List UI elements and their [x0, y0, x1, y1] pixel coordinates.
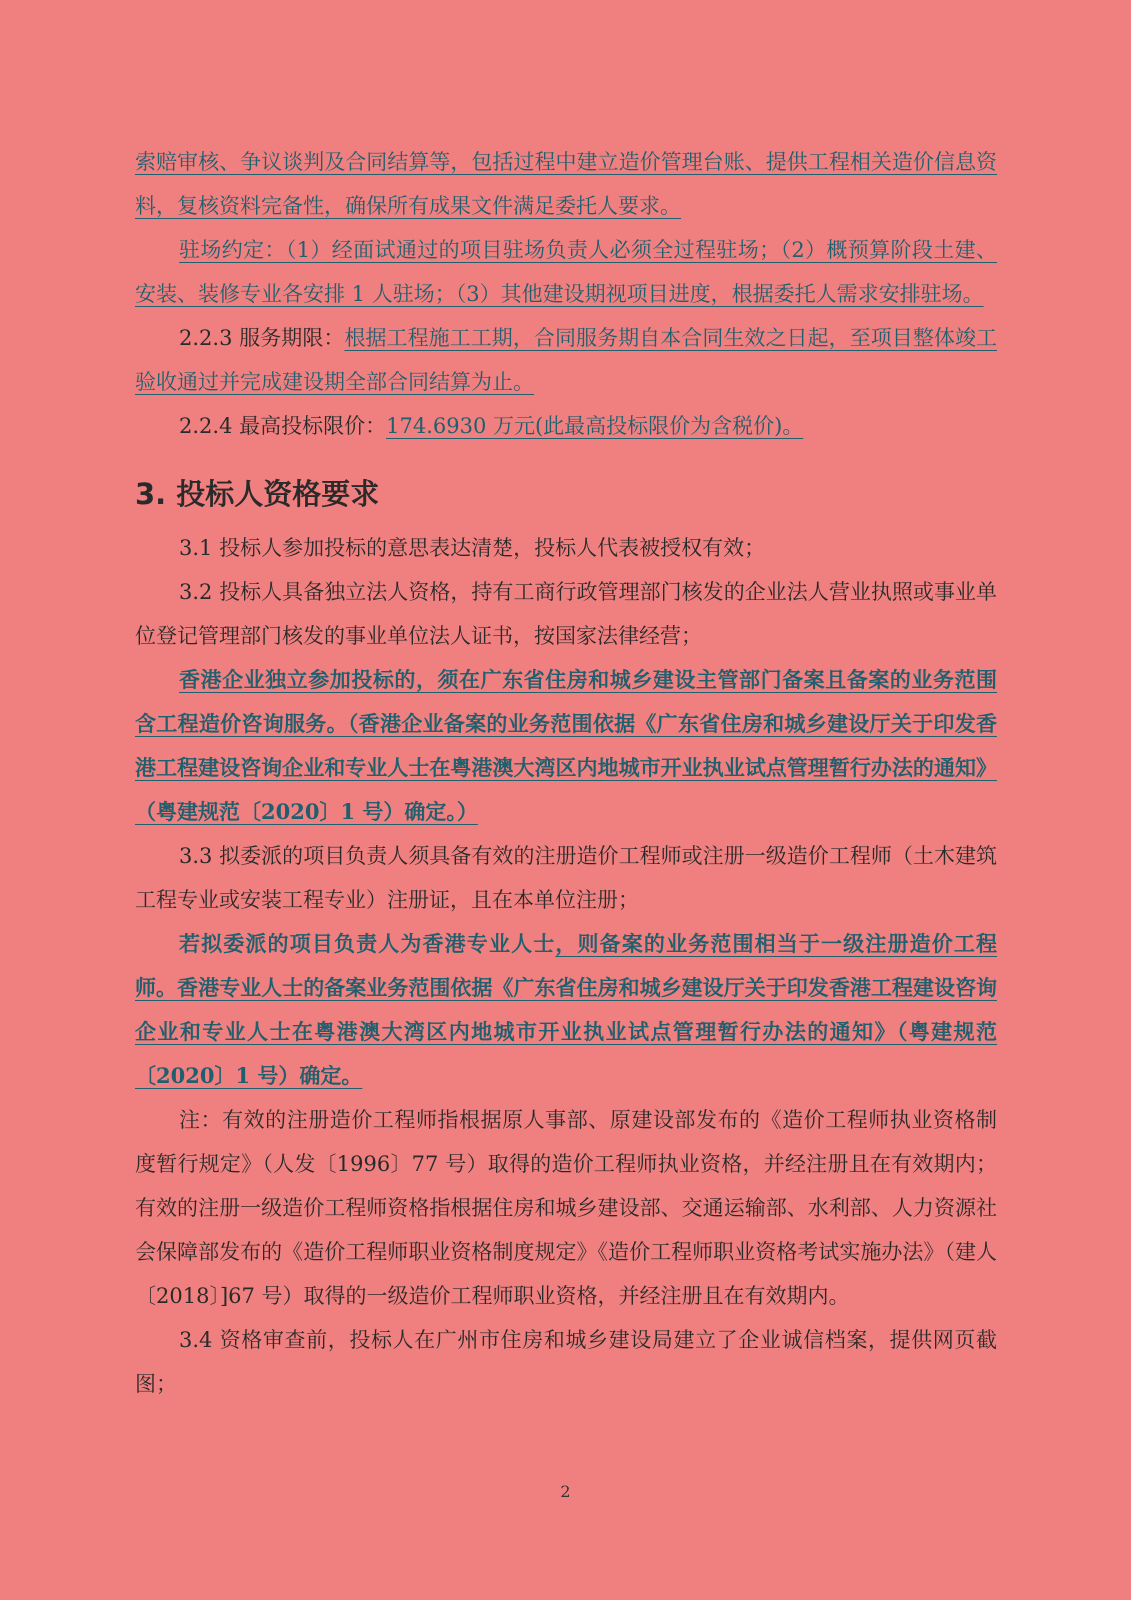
section-heading-bidder-qualification: 3. 投标人资格要求	[135, 477, 380, 511]
paragraph-scope-continued: 索赔审核、争议谈判及合同结算等，包括过程中建立造价管理台账、提供工程相关造价信息资料，复核资料完备性，确保所有成果文件满足委托人要求。	[135, 150, 997, 218]
paragraph-onsite-agreement: 驻场约定：（1）经面试通过的项目驻场负责人必须全过程驻场；（2）概预算阶段土建、安装、装修专业各安排 1 人驻场；（3）其他建设期视项目进度，根据委托人需求安排驻场。	[135, 238, 997, 306]
hk-professional-intro: 若拟委派的项目负责人为香港专业人士	[179, 931, 556, 956]
paragraph-note: 注：有效的注册造价工程师指根据原人事部、原建设部发布的《造价工程师执业资格制度暂行规定》（人发〔1996〕77 号）取得的造价工程师执业资格，并经注册且在有效期内；有效的注册一级造价工程师资格指根据住房和城乡建设部、交通运输部、水利部、人力资源社会保障部发布的《造价工程师职业资格制度规定》《造价工程师职业资格考试实施办法》（建人〔2018〕]67 号）取得的一级造价工程师职业资格，并经注册且在有效期内。	[135, 1108, 997, 1308]
paragraph-hk-professional	[135, 922, 997, 1098]
paragraph-3-2: 3.2 投标人具备独立法人资格，持有工商行政管理部门核发的企业法人营业执照或事业单位登记管理部门核发的事业单位法人证书，按国家法律经营；	[135, 580, 997, 648]
hk-professional-detail: ，则备案的业务范围相当于一级注册造价工程师。香港专业人士的备案业务范围依据《广东省住房和城乡建设厅关于印发香港工程建设咨询企业和专业人士在粤港澳大湾区内地城市开业执业试点管理暂行办法的通知》（粤建规范〔2020〕1 号）确定。	[135, 931, 998, 1088]
max-bid-price-label: 2.2.4 最高投标限价：	[179, 414, 387, 438]
max-bid-price-value: 174.6930 万元(此最高投标限价为含税价)。	[386, 414, 804, 438]
paragraph-service-period	[135, 316, 997, 404]
paragraph-max-bid-price	[135, 404, 997, 448]
page-number: 2	[560, 1482, 571, 1501]
paragraph-3-3: 3.3 拟委派的项目负责人须具备有效的注册造价工程师或注册一级造价工程师（土木建筑工程专业或安装工程专业）注册证，且在本单位注册；	[135, 844, 997, 912]
paragraph-3-1: 3.1 投标人参加投标的意思表达清楚，投标人代表被授权有效；	[179, 536, 766, 560]
document-page	[135, 140, 997, 1406]
paragraph-3-4: 3.4 资格审查前，投标人在广州市住房和城乡建设局建立了企业诚信档案，提供网页截图；	[135, 1328, 997, 1396]
paragraph-hk-enterprise: 香港企业独立参加投标的，须在广东省住房和城乡建设主管部门备案且备案的业务范围含工程造价咨询服务。（香港企业备案的业务范围依据《广东省住房和城乡建设厅关于印发香港工程建设咨询企业和专业人士在粤港澳大湾区内地城市开业执业试点管理暂行办法的通知》（粤建规范〔2020〕1 号）确定。）	[135, 667, 997, 824]
service-period-value: 根据工程施工工期，合同服务期自本合同生效之日起，至项目整体竣工验收通过并完成建设期全部合同结算为止。	[135, 326, 998, 394]
service-period-label: 2.2.3 服务期限：	[179, 326, 345, 350]
